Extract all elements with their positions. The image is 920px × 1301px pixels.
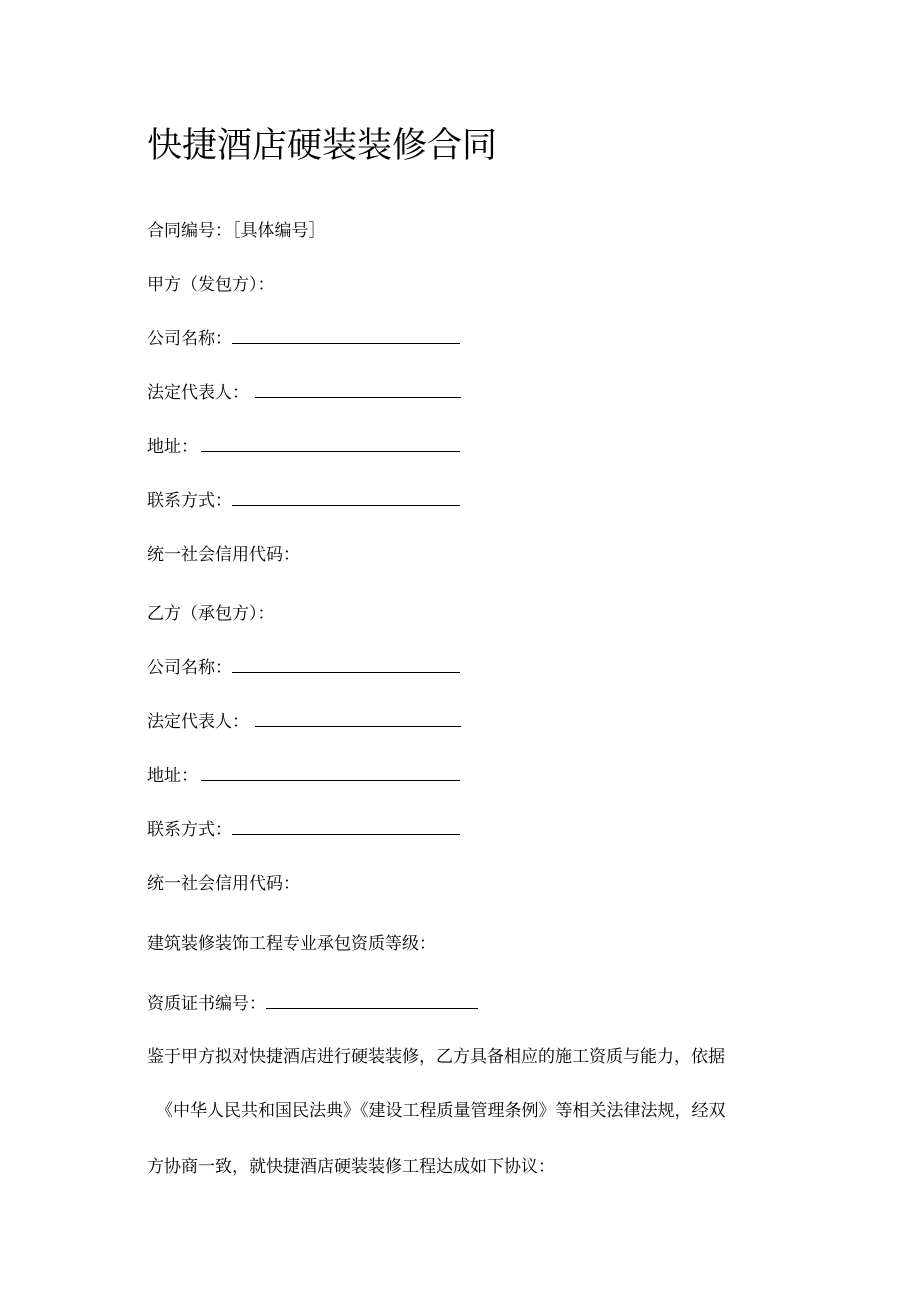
- party-a-company-blank[interactable]: [232, 327, 460, 344]
- document-title: 快捷酒店硬装装修合同: [147, 126, 498, 166]
- party-b-rep-blank[interactable]: [255, 710, 461, 727]
- party-b-contact-label: 联系方式：: [147, 820, 232, 840]
- party-b-cert-label: 资质证书编号：: [147, 994, 266, 1014]
- party-a-company-row: [147, 327, 460, 351]
- party-a-heading: 甲方（发包方）：: [147, 275, 275, 295]
- party-b-contact-row: [147, 818, 460, 842]
- party-b-heading: 乙方（承包方）：: [147, 604, 275, 624]
- party-b-rep-row: [147, 710, 461, 734]
- party-b-cert-blank[interactable]: [266, 992, 478, 1009]
- party-a-rep-label: 法定代表人：: [147, 383, 249, 403]
- party-a-company-label: 公司名称：: [147, 329, 232, 349]
- party-a-rep-blank[interactable]: [255, 381, 461, 398]
- party-b-address-row: [147, 764, 460, 788]
- party-b-company-label: 公司名称：: [147, 658, 232, 678]
- party-a-credit-code: 统一社会信用代码：: [147, 545, 300, 565]
- party-b-cert-row: [147, 992, 478, 1016]
- party-b-qualification: 建筑装修装饰工程专业承包资质等级：: [147, 934, 436, 954]
- party-b-address-blank[interactable]: [201, 764, 460, 781]
- contract-number: 合同编号：［具体编号］: [147, 221, 326, 241]
- party-b-address-label: 地址：: [147, 766, 198, 786]
- preamble-line-2: 《中华人民共和国民法典》《建设工程质量管理条例》等相关法律法规，经双: [156, 1101, 726, 1121]
- party-a-contact-label: 联系方式：: [147, 491, 232, 511]
- party-b-rep-label: 法定代表人：: [147, 712, 249, 732]
- party-a-rep-row: [147, 381, 461, 405]
- party-a-address-blank[interactable]: [201, 435, 460, 452]
- party-a-address-row: [147, 435, 460, 459]
- party-b-company-row: [147, 656, 460, 680]
- party-a-contact-blank[interactable]: [232, 489, 460, 506]
- party-a-address-label: 地址：: [147, 437, 198, 457]
- preamble-line-1: 鉴于甲方拟对快捷酒店进行硬装装修，乙方具备相应的施工资质与能力，依据: [147, 1047, 725, 1067]
- party-b-credit-code: 统一社会信用代码：: [147, 874, 300, 894]
- party-a-contact-row: [147, 489, 460, 513]
- preamble-line-3: 方协商一致，就快捷酒店硬装装修工程达成如下协议：: [147, 1157, 555, 1177]
- party-b-contact-blank[interactable]: [232, 818, 460, 835]
- party-b-company-blank[interactable]: [232, 656, 460, 673]
